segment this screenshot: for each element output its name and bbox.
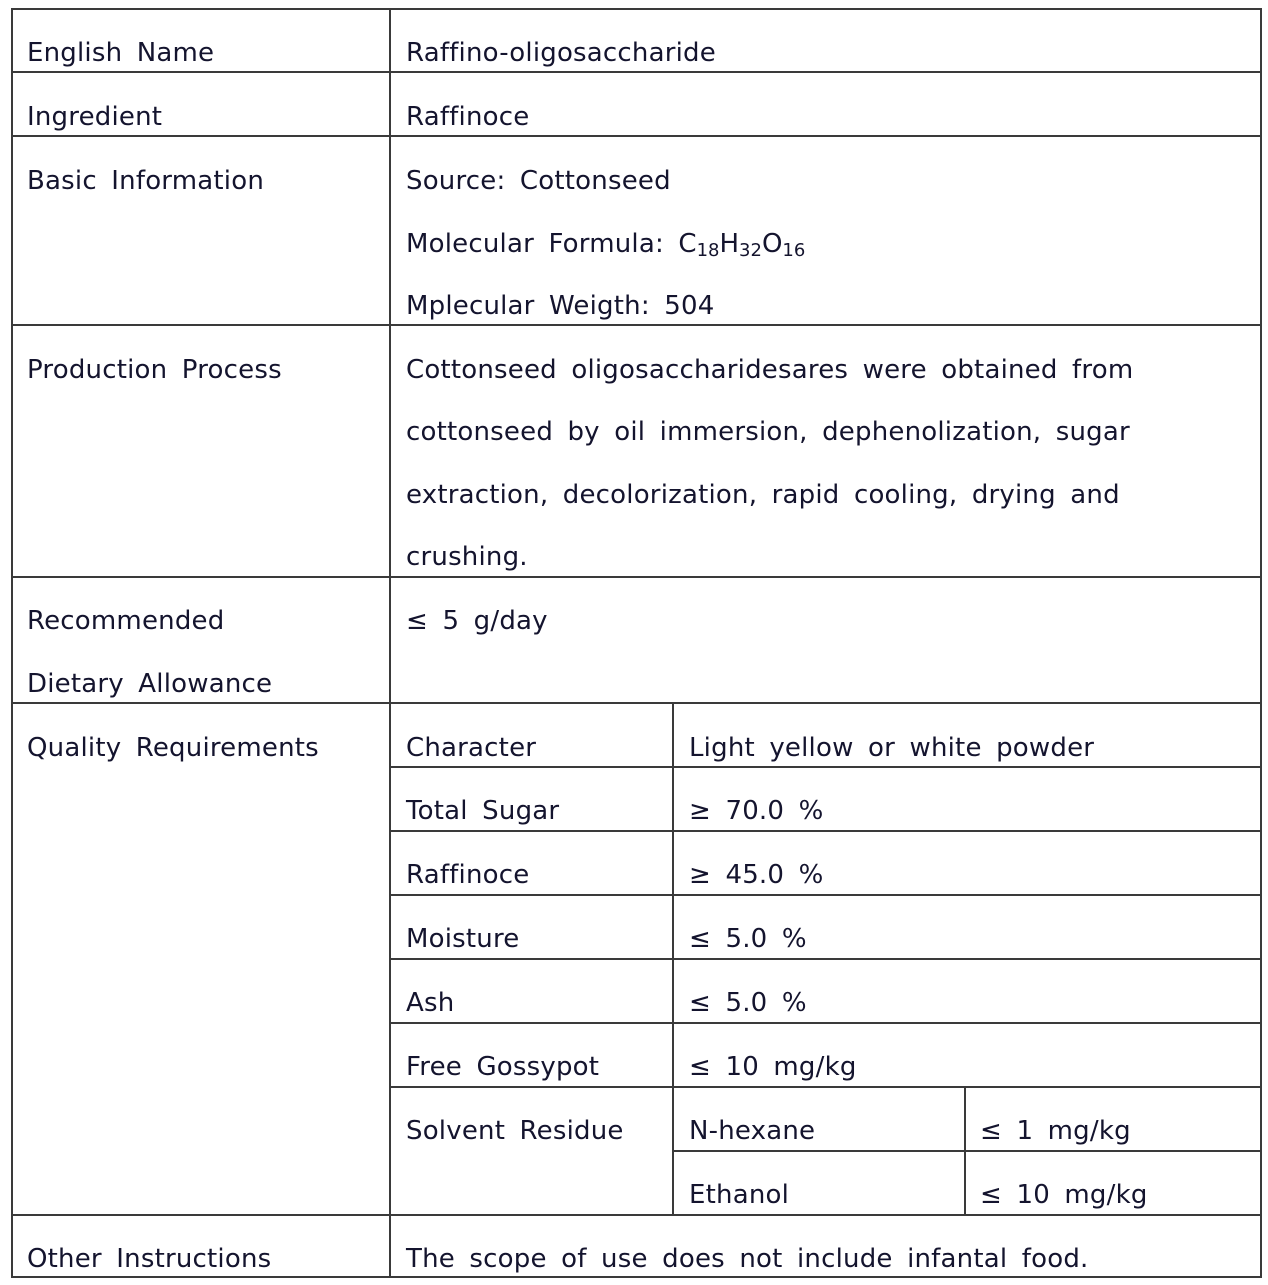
english-name-value: Raffino-oligosaccharide: [406, 38, 716, 68]
molecular-weight-text: Mplecular Weigth: 504: [406, 291, 715, 321]
quality-requirements-label: Quality Requirements: [27, 733, 319, 763]
english-name-label: English Name: [27, 38, 215, 68]
dietary-allowance-label-line1: Recommended: [27, 606, 225, 636]
solvent-entry-value: ≤ 1 mg/kg: [980, 1116, 1131, 1146]
row-divider: [11, 135, 1262, 137]
source-text: Source: Cottonseed: [406, 166, 671, 196]
quality-item-name: Raffinoce: [406, 860, 530, 890]
subrow-divider: [389, 958, 1262, 960]
solvent-residue-label: Solvent Residue: [406, 1116, 624, 1146]
molecular-formula-label: Molecular Formula:: [406, 229, 664, 259]
quality-item-name: Total Sugar: [406, 796, 560, 826]
row-divider: [11, 702, 1262, 704]
production-process-label: Production Process: [27, 355, 282, 385]
row-divider: [11, 324, 1262, 326]
quality-item-name: Free Gossypot: [406, 1052, 600, 1082]
dietary-allowance-label-line2: Dietary Allowance: [27, 669, 273, 699]
subrow-divider: [389, 894, 1262, 896]
dietary-allowance-value: ≤ 5 g/day: [406, 606, 548, 636]
molecular-formula-text: [406, 229, 805, 259]
other-instructions-label: Other Instructions: [27, 1244, 272, 1274]
production-process-line: Cottonseed oligosaccharidesares were obtained from: [406, 355, 1134, 385]
basic-information-label: Basic Information: [27, 166, 265, 196]
solvent-entry-value: ≤ 10 mg/kg: [980, 1180, 1148, 1210]
quality-item-value: ≤ 5.0 %: [689, 924, 807, 954]
subrow-divider: [672, 1150, 1262, 1152]
ingredient-label: Ingredient: [27, 102, 163, 132]
production-process-line: crushing.: [406, 542, 528, 572]
quality-item-value: ≤ 5.0 %: [689, 988, 807, 1018]
subrow-divider: [389, 1022, 1262, 1024]
quality-item-value: ≥ 45.0 %: [689, 860, 824, 890]
row-divider: [11, 1214, 1262, 1216]
quality-item-value: Light yellow or white powder: [689, 733, 1095, 763]
quality-item-name: Moisture: [406, 924, 520, 954]
solvent-entry-name: N-hexane: [689, 1116, 816, 1146]
subrow-divider: [389, 1086, 1262, 1088]
table-border-left: [11, 8, 13, 1278]
solvent-entry-name: Ethanol: [689, 1180, 790, 1210]
ingredient-value: Raffinoce: [406, 102, 530, 132]
subrow-divider: [389, 830, 1262, 832]
quality-item-value: ≥ 70.0 %: [689, 796, 824, 826]
quality-item-name: Character: [406, 733, 537, 763]
molecular-formula-value: $C_{18}H_{32}O_{16}$: [678, 229, 806, 261]
production-process-line: cottonseed by oil immersion, dephenolization, sugar: [406, 417, 1130, 447]
quality-item-value: ≤ 10 mg/kg: [689, 1052, 857, 1082]
production-process-line: extraction, decolorization, rapid cooling, drying and: [406, 480, 1120, 510]
table-border-bottom: [11, 1276, 1262, 1278]
quality-item-name: Ash: [406, 988, 455, 1018]
table-border-top: [11, 8, 1262, 10]
subrow-divider: [389, 766, 1262, 768]
other-instructions-value: The scope of use does not include infantal food.: [406, 1244, 1089, 1274]
row-divider: [11, 576, 1262, 578]
row-divider: [11, 71, 1262, 73]
